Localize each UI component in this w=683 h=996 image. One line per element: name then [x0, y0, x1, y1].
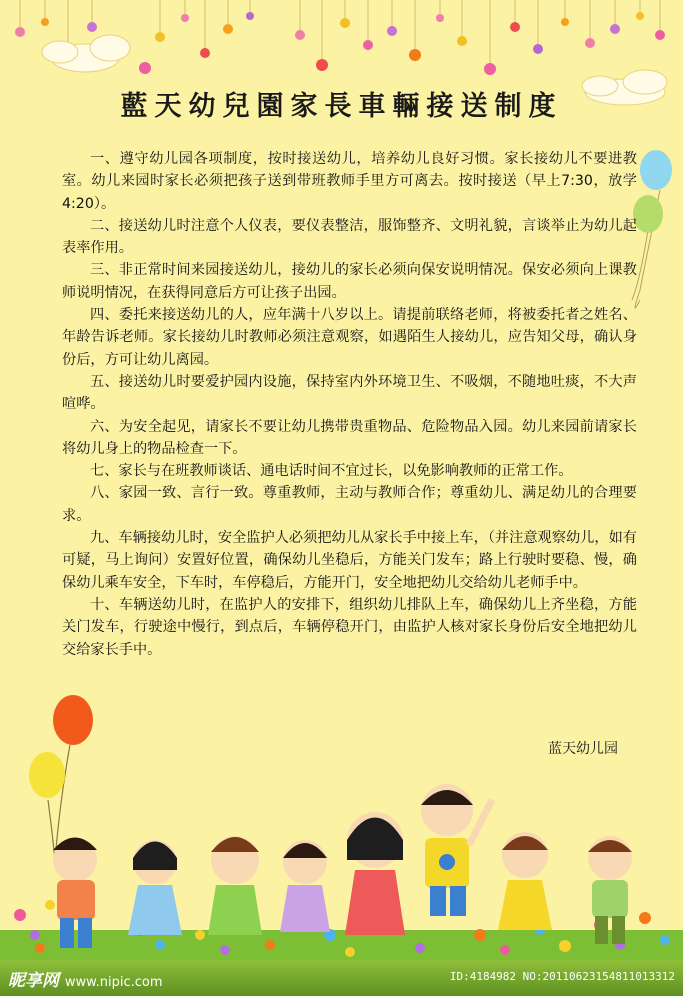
rule-paragraph: 十、车辆送幼儿时，在监护人的安排下，组织幼儿排队上车，确保幼儿上齐坐稳，方能关门发车，行驶途中慢行，到点后，车辆停稳开门，由监护人核对家长身份后安全地把幼儿交给家长手中。 — [62, 596, 637, 658]
watermark-logo-text: 昵享网 — [8, 971, 59, 991]
child-3 — [208, 836, 262, 935]
watermark-url: www.nipic.com — [64, 975, 163, 990]
child-7 — [498, 832, 552, 930]
balloons-right — [632, 150, 672, 308]
watermark-logo — [8, 966, 163, 991]
rule-paragraph: 二、接送幼儿时注意个人仪表，要仪表整洁，服饰整齐、文明礼貌，言谈举止为幼儿起表率作用。 — [62, 217, 637, 257]
child-2 — [128, 840, 182, 935]
rule-paragraph: 八、家园一致、言行一致。尊重教师，主动与教师合作；尊重幼儿、满足幼儿的合理要求。 — [62, 485, 637, 524]
rule-paragraph: 六、为安全起见，请家长不要让幼儿携带贵重物品、危险物品入园。幼儿来园前请家长将幼儿身上的物品检查一下。 — [62, 418, 637, 457]
cloud-left — [42, 35, 130, 72]
rule-paragraph: 四、委托来接送幼儿的人，应年满十八岁以上。请提前联络老师，将被委托者之姓名、年龄告诉老师。家长接幼儿时教师必须注意观察，如遇陌生人接幼儿，应告知父母，确认身份后，方可让幼儿离园。 — [62, 307, 637, 368]
rules-body — [62, 148, 637, 661]
rule-paragraph: 一、遵守幼儿园各项制度，按时接送幼儿，培养幼儿良好习惯。家长接幼儿不要进教室。幼儿来园时家长必须把孩子送到带班教师手里方可离去。按时接送（早上7:30，放学4:20）。 — [62, 151, 637, 212]
rule-paragraph: 五、接送幼儿时要爱护园内设施，保持室内外环境卫生、不吸烟，不随地吐痰，不大声喧哗。 — [62, 373, 637, 413]
child-8 — [588, 836, 632, 944]
watermark-id: ID:4184982 NO:20110623154811013312 — [449, 970, 675, 983]
children-illustration — [53, 784, 632, 948]
rule-paragraph: 三、非正常时间来园接送幼儿，接幼儿的家长必须向保安说明情况。保安必须向上课教师说明情况，在获得同意后方可让孩子出园。 — [62, 262, 637, 301]
child-6 — [421, 784, 492, 916]
rule-paragraph: 七、家长与在班教师谈话、通电话时间不宜过长，以免影响教师的正常工作。 — [90, 463, 573, 480]
signature: 蓝天幼儿园 — [548, 741, 618, 757]
balloons-left — [29, 695, 93, 860]
page-title: 藍天幼兒園家長車輛接送制度 — [120, 91, 563, 122]
child-4 — [280, 840, 330, 932]
rule-paragraph: 九、车辆接幼儿时，安全监护人必须把幼儿从家长手中接上车，（并注意观察幼儿，如有可疑，马上询问）安置好位置，确保幼儿坐稳后，方能关门发车；路上行驶时要稳、慢，确保幼儿乘车安全，下车时，车停稳后，方能开门，安全地把幼儿交给幼儿老师手中。 — [62, 530, 637, 591]
child-5 — [345, 812, 405, 935]
